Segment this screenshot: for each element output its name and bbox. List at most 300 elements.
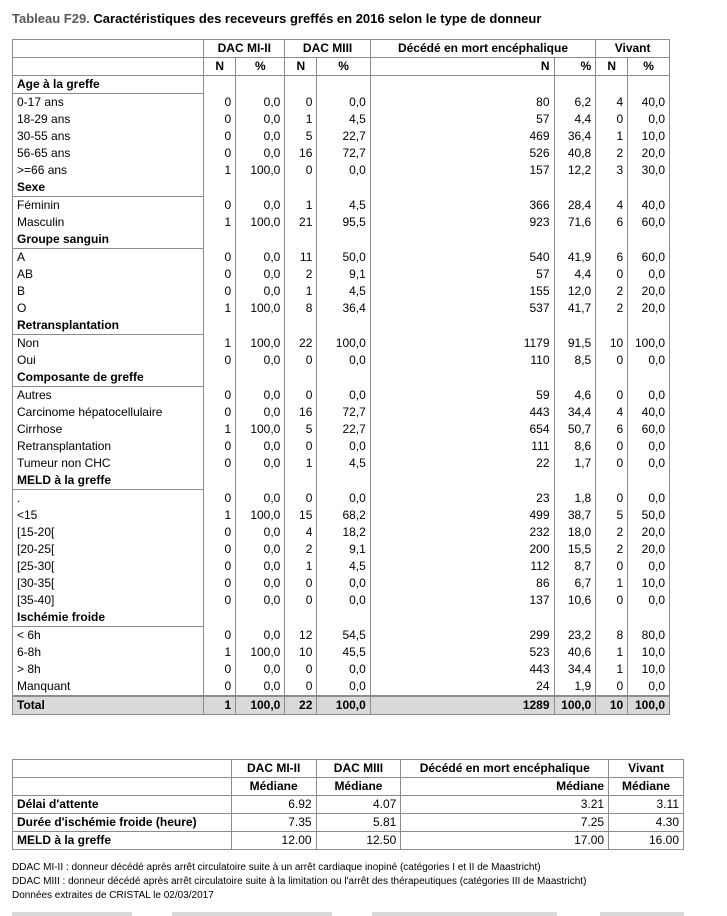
data-cell: 16.00 [609, 832, 684, 850]
section-title: Ischémie froide [13, 609, 204, 627]
data-cell: 1 [596, 661, 628, 678]
data-cell: 0 [285, 490, 317, 508]
row-label: Délai d'attente [13, 796, 232, 814]
data-cell: 0 [285, 678, 317, 696]
data-cell: 12.00 [231, 832, 316, 850]
data-cell: 0 [204, 541, 236, 558]
data-cell: 50,7 [554, 421, 596, 438]
data-cell: 0 [285, 592, 317, 609]
data-cell: 0,0 [236, 592, 285, 609]
data-cell: 155 [370, 283, 554, 300]
data-cell: 157 [370, 162, 554, 179]
section-blank [317, 609, 370, 627]
data-cell: 41,7 [554, 300, 596, 317]
data-cell: 22 [285, 335, 317, 353]
section-blank [370, 472, 554, 490]
group-header: DAC MI-II [204, 40, 285, 58]
section-blank [285, 472, 317, 490]
row-label: Masculin [13, 214, 204, 231]
section-title: Sexe [13, 179, 204, 197]
data-cell: 0 [204, 627, 236, 645]
data-cell: 15,5 [554, 541, 596, 558]
section-blank [370, 609, 554, 627]
data-cell: 0,0 [628, 387, 670, 405]
data-cell: 6 [596, 214, 628, 231]
section-blank [317, 179, 370, 197]
section-blank [628, 231, 670, 249]
table-row [13, 94, 670, 112]
footnotes [12, 861, 586, 903]
data-cell: 923 [370, 214, 554, 231]
section-blank [285, 231, 317, 249]
data-cell: 0,0 [236, 404, 285, 421]
row-label: > 8h [13, 661, 204, 678]
data-cell: 72,7 [317, 404, 370, 421]
data-cell: 18,0 [554, 524, 596, 541]
group-header: DAC MIII [285, 40, 370, 58]
data-cell: 1 [285, 455, 317, 472]
section-title: Composante de greffe [13, 369, 204, 387]
section-blank [236, 179, 285, 197]
data-cell: 40,6 [554, 644, 596, 661]
section-blank [628, 369, 670, 387]
data-cell: 654 [370, 421, 554, 438]
section-blank [204, 317, 236, 335]
data-cell: 23 [370, 490, 554, 508]
data-cell: 4.30 [609, 814, 684, 832]
section-blank [628, 609, 670, 627]
subheader-cell: N [596, 58, 628, 76]
data-cell: 40,0 [628, 197, 670, 215]
row-label: Retransplantation [13, 438, 204, 455]
data-cell: 0 [204, 387, 236, 405]
row-label: MELD à la greffe [13, 832, 232, 850]
section-blank [596, 231, 628, 249]
data-cell: 100,0 [236, 644, 285, 661]
table-row [13, 507, 670, 524]
data-cell: 0 [204, 404, 236, 421]
data-cell: 20,0 [628, 300, 670, 317]
data-cell: 0,0 [236, 490, 285, 508]
data-cell: 0 [285, 94, 317, 112]
data-cell: 0,0 [628, 558, 670, 575]
data-cell: 28,4 [554, 197, 596, 215]
subheader-cell: Médiane [316, 778, 401, 796]
table-row [13, 197, 670, 215]
data-cell: 0,0 [236, 661, 285, 678]
section-blank [628, 317, 670, 335]
data-cell: 0 [596, 592, 628, 609]
data-cell: 0 [596, 438, 628, 455]
total-cell: 100,0 [236, 696, 285, 715]
row-label: <15 [13, 507, 204, 524]
section-blank [554, 317, 596, 335]
data-cell: 1 [596, 644, 628, 661]
header-blank [13, 778, 232, 796]
data-cell: 4.07 [316, 796, 401, 814]
data-cell: 0 [204, 111, 236, 128]
section-blank [554, 609, 596, 627]
data-cell: 0 [204, 145, 236, 162]
data-cell: 16 [285, 145, 317, 162]
data-cell: 12,2 [554, 162, 596, 179]
page-divider [372, 912, 557, 916]
data-cell: 0 [204, 490, 236, 508]
total-cell: 100,0 [554, 696, 596, 715]
data-cell: 1 [285, 558, 317, 575]
data-cell: 10,0 [628, 661, 670, 678]
section-blank [317, 472, 370, 490]
table-caption: Caractéristiques des receveurs greffés en 2016 selon le type de donneur [89, 11, 542, 26]
data-cell: 111 [370, 438, 554, 455]
group-header: Vivant [609, 760, 684, 778]
subheader-row [13, 58, 670, 76]
data-cell: 54,5 [317, 627, 370, 645]
group-header: Vivant [596, 40, 670, 58]
data-cell: 80 [370, 94, 554, 112]
subheader-cell: Médiane [609, 778, 684, 796]
footnote: DDAC MIII : donneur décédé après arrêt circulatoire suite à la limitation ou l'arrêt des thérapeutiques (catégories III de Maastricht) [12, 876, 587, 887]
data-cell: 1 [285, 197, 317, 215]
data-cell: 12.50 [316, 832, 401, 850]
data-cell: 100,0 [236, 214, 285, 231]
data-cell: 0,0 [317, 661, 370, 678]
data-cell: 137 [370, 592, 554, 609]
row-label: A [13, 249, 204, 267]
data-cell: 2 [596, 541, 628, 558]
section-row [13, 76, 670, 94]
data-cell: 4 [596, 197, 628, 215]
data-cell: 0 [596, 490, 628, 508]
subheader-row [13, 778, 684, 796]
data-cell: 1 [204, 644, 236, 661]
table-row [13, 575, 670, 592]
section-blank [596, 369, 628, 387]
subheader-cell: % [317, 58, 370, 76]
data-cell: 0 [596, 455, 628, 472]
section-blank [285, 76, 317, 94]
data-cell: 1 [285, 283, 317, 300]
data-cell: 0 [204, 661, 236, 678]
section-blank [285, 369, 317, 387]
data-cell: 4,6 [554, 387, 596, 405]
data-cell: 2 [285, 266, 317, 283]
row-label: Carcinome hépatocellulaire [13, 404, 204, 421]
table-row [13, 832, 684, 850]
total-row [13, 696, 670, 715]
subheader-cell: Médiane [231, 778, 316, 796]
section-title: Retransplantation [13, 317, 204, 335]
table-row [13, 814, 684, 832]
data-cell: 0,0 [236, 266, 285, 283]
section-blank [236, 231, 285, 249]
data-cell: 0 [204, 283, 236, 300]
data-cell: 1 [596, 128, 628, 145]
data-cell: 34,4 [554, 661, 596, 678]
data-cell: 10,0 [628, 128, 670, 145]
data-cell: 0 [285, 438, 317, 455]
data-cell: 40,8 [554, 145, 596, 162]
data-cell: 0 [204, 524, 236, 541]
table-row [13, 524, 670, 541]
data-cell: 9,1 [317, 266, 370, 283]
header-blank [13, 58, 204, 76]
data-cell: 0 [204, 94, 236, 112]
subheader-cell: N [370, 58, 554, 76]
row-label: O [13, 300, 204, 317]
data-cell: 112 [370, 558, 554, 575]
section-blank [554, 179, 596, 197]
data-cell: 469 [370, 128, 554, 145]
data-cell: 0,0 [236, 283, 285, 300]
section-blank [554, 231, 596, 249]
row-label: [15-20[ [13, 524, 204, 541]
table-row [13, 387, 670, 405]
row-label: Tumeur non CHC [13, 455, 204, 472]
data-cell: 80,0 [628, 627, 670, 645]
data-cell: 0,0 [317, 94, 370, 112]
data-cell: 2 [596, 283, 628, 300]
section-blank [204, 231, 236, 249]
data-cell: 72,7 [317, 145, 370, 162]
row-label: [20-25[ [13, 541, 204, 558]
data-cell: 6.92 [231, 796, 316, 814]
data-cell: 366 [370, 197, 554, 215]
data-cell: 1 [285, 111, 317, 128]
data-cell: 0,0 [317, 438, 370, 455]
data-cell: 12 [285, 627, 317, 645]
data-cell: 8 [596, 627, 628, 645]
data-cell: 20,0 [628, 145, 670, 162]
row-label: 30-55 ans [13, 128, 204, 145]
row-label: < 6h [13, 627, 204, 645]
data-cell: 8,7 [554, 558, 596, 575]
data-cell: 0,0 [628, 455, 670, 472]
data-cell: 60,0 [628, 249, 670, 267]
data-cell: 0 [204, 438, 236, 455]
data-cell: 0 [596, 558, 628, 575]
data-cell: 4 [596, 404, 628, 421]
section-blank [370, 76, 554, 94]
data-cell: 4 [285, 524, 317, 541]
data-cell: 6 [596, 249, 628, 267]
table-row [13, 661, 670, 678]
table-row [13, 438, 670, 455]
data-cell: 40,0 [628, 94, 670, 112]
row-label: Non [13, 335, 204, 353]
section-blank [370, 317, 554, 335]
data-cell: 50,0 [317, 249, 370, 267]
section-title: MELD à la greffe [13, 472, 204, 490]
data-cell: 499 [370, 507, 554, 524]
section-blank [236, 76, 285, 94]
total-cell: 100,0 [317, 696, 370, 715]
data-cell: 3.11 [609, 796, 684, 814]
data-cell: 0 [204, 678, 236, 696]
data-cell: 5 [285, 421, 317, 438]
data-cell: 24 [370, 678, 554, 696]
data-cell: 0,0 [317, 352, 370, 369]
data-cell: 0,0 [236, 197, 285, 215]
data-cell: 30,0 [628, 162, 670, 179]
table-row [13, 541, 670, 558]
section-blank [596, 609, 628, 627]
data-cell: 38,7 [554, 507, 596, 524]
row-label: Oui [13, 352, 204, 369]
table-title [12, 11, 541, 26]
section-blank [204, 369, 236, 387]
group-header: Décédé en mort encéphalique [401, 760, 609, 778]
data-cell: 0 [285, 352, 317, 369]
row-label: 18-29 ans [13, 111, 204, 128]
section-blank [317, 231, 370, 249]
data-cell: 443 [370, 404, 554, 421]
row-label: . [13, 490, 204, 508]
data-cell: 0,0 [628, 592, 670, 609]
group-header: DAC MI-II [231, 760, 316, 778]
table-row [13, 145, 670, 162]
total-cell: 22 [285, 696, 317, 715]
table-row [13, 490, 670, 508]
table-row [13, 404, 670, 421]
data-cell: 10 [596, 335, 628, 353]
data-cell: 540 [370, 249, 554, 267]
table-row [13, 421, 670, 438]
data-cell: 4,5 [317, 197, 370, 215]
data-cell: 100,0 [317, 335, 370, 353]
data-cell: 10,6 [554, 592, 596, 609]
header-row [13, 760, 684, 778]
data-cell: 100,0 [236, 421, 285, 438]
section-row [13, 609, 670, 627]
data-cell: 50,0 [628, 507, 670, 524]
table-row [13, 128, 670, 145]
section-blank [236, 317, 285, 335]
data-cell: 0,0 [236, 627, 285, 645]
data-cell: 36,4 [554, 128, 596, 145]
data-cell: 0 [596, 266, 628, 283]
data-cell: 0 [285, 162, 317, 179]
data-cell: 0,0 [236, 128, 285, 145]
data-cell: 537 [370, 300, 554, 317]
total-cell: 1 [204, 696, 236, 715]
row-label: 0-17 ans [13, 94, 204, 112]
row-label: Manquant [13, 678, 204, 696]
data-cell: 7.25 [401, 814, 609, 832]
data-cell: 0 [204, 249, 236, 267]
data-cell: 0 [596, 352, 628, 369]
data-cell: 1,7 [554, 455, 596, 472]
table-row [13, 162, 670, 179]
subheader-cell: % [628, 58, 670, 76]
data-cell: 2 [596, 145, 628, 162]
data-cell: 100,0 [236, 162, 285, 179]
data-cell: 200 [370, 541, 554, 558]
header-blank [13, 760, 232, 778]
data-cell: 21 [285, 214, 317, 231]
data-cell: 0 [285, 661, 317, 678]
data-cell: 1 [204, 421, 236, 438]
header-row [13, 40, 670, 58]
data-cell: 57 [370, 266, 554, 283]
data-cell: 443 [370, 661, 554, 678]
section-blank [204, 472, 236, 490]
section-blank [317, 369, 370, 387]
data-cell: 0,0 [317, 162, 370, 179]
row-label: Autres [13, 387, 204, 405]
data-cell: 0,0 [236, 111, 285, 128]
row-label: Durée d'ischémie froide (heure) [13, 814, 232, 832]
section-blank [596, 179, 628, 197]
median-values-table [12, 759, 684, 850]
data-cell: 2 [596, 300, 628, 317]
row-label: [30-35[ [13, 575, 204, 592]
subheader-cell: N [285, 58, 317, 76]
data-cell: 0 [596, 678, 628, 696]
data-cell: 60,0 [628, 421, 670, 438]
data-cell: 0,0 [236, 558, 285, 575]
data-cell: 232 [370, 524, 554, 541]
data-cell: 0,0 [236, 249, 285, 267]
data-cell: 22 [370, 455, 554, 472]
section-row [13, 369, 670, 387]
data-cell: 0,0 [236, 145, 285, 162]
data-cell: 0,0 [317, 387, 370, 405]
data-cell: 12,0 [554, 283, 596, 300]
section-row [13, 179, 670, 197]
data-cell: 0 [596, 387, 628, 405]
data-cell: 11 [285, 249, 317, 267]
section-blank [554, 369, 596, 387]
section-blank [554, 76, 596, 94]
data-cell: 100,0 [236, 335, 285, 353]
section-blank [596, 472, 628, 490]
data-cell: 1 [596, 575, 628, 592]
section-blank [370, 231, 554, 249]
data-cell: 8 [285, 300, 317, 317]
data-cell: 0,0 [236, 387, 285, 405]
table-row [13, 678, 670, 696]
table-row [13, 283, 670, 300]
section-blank [596, 317, 628, 335]
section-blank [236, 369, 285, 387]
row-label: AB [13, 266, 204, 283]
data-cell: 1179 [370, 335, 554, 353]
table-row [13, 627, 670, 645]
section-title: Groupe sanguin [13, 231, 204, 249]
row-label: [35-40] [13, 592, 204, 609]
data-cell: 100,0 [628, 335, 670, 353]
data-cell: 0,0 [317, 575, 370, 592]
data-cell: 16 [285, 404, 317, 421]
table-row [13, 214, 670, 231]
data-cell: 4,5 [317, 455, 370, 472]
data-cell: 9,1 [317, 541, 370, 558]
data-cell: 15 [285, 507, 317, 524]
data-cell: 100,0 [236, 507, 285, 524]
row-label: [25-30[ [13, 558, 204, 575]
total-label: Total [13, 696, 204, 715]
group-header: Décédé en mort encéphalique [370, 40, 595, 58]
subheader-cell: % [554, 58, 596, 76]
data-cell: 95,5 [317, 214, 370, 231]
data-cell: 91,5 [554, 335, 596, 353]
data-cell: 0,0 [628, 111, 670, 128]
data-cell: 86 [370, 575, 554, 592]
section-blank [370, 369, 554, 387]
data-cell: 0,0 [236, 575, 285, 592]
section-blank [317, 76, 370, 94]
